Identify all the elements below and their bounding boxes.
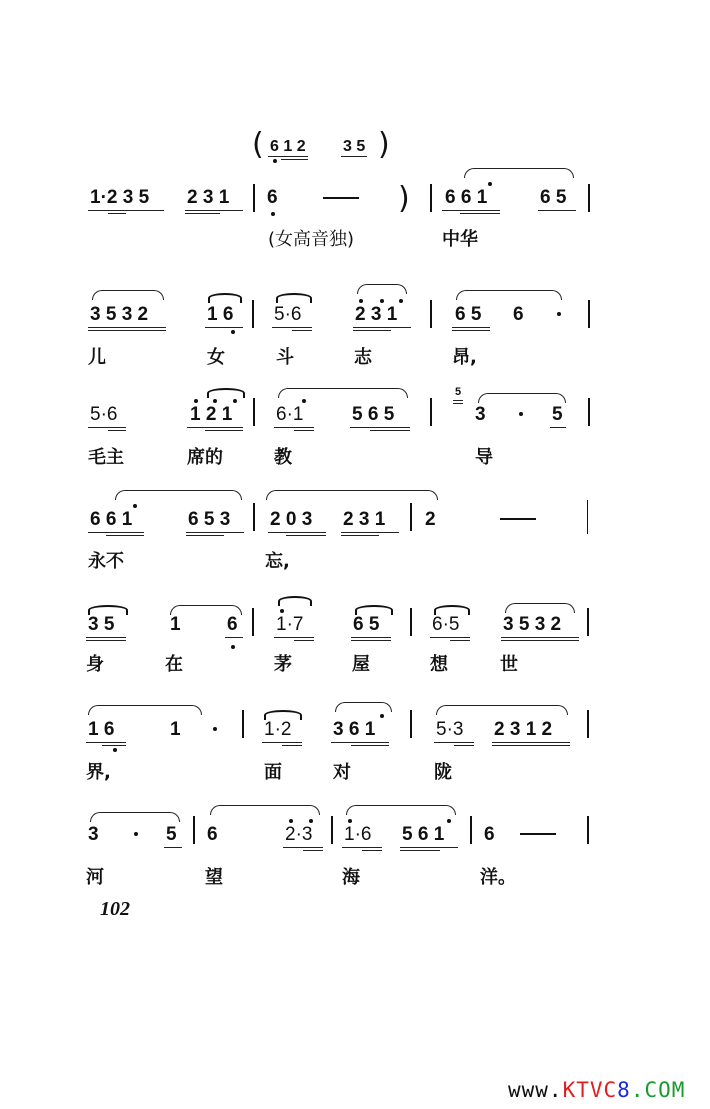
barline — [253, 184, 255, 212]
underline — [460, 213, 500, 214]
underline — [268, 532, 326, 533]
underline — [186, 535, 224, 536]
underline — [281, 159, 308, 160]
high-dot — [488, 182, 492, 186]
lyric: 世 — [500, 654, 518, 675]
lyric: 斗 — [276, 347, 294, 368]
sustain-dash — [520, 833, 556, 835]
high-dot — [380, 299, 384, 303]
lyric: 导 — [475, 447, 493, 468]
notes: 5 6 5 — [352, 404, 395, 425]
slur — [478, 393, 566, 403]
notes: 6 5 — [540, 187, 567, 208]
underline — [88, 210, 164, 211]
barline — [588, 300, 590, 328]
barline — [193, 816, 195, 844]
high-dot — [213, 399, 217, 403]
underline — [303, 850, 323, 851]
slur — [436, 705, 568, 715]
barline — [587, 816, 589, 844]
notes: 3 — [475, 404, 486, 425]
lyric: 儿 — [88, 347, 106, 368]
underline — [187, 427, 243, 428]
notes: 2 3 1 — [187, 187, 230, 208]
barline — [410, 608, 412, 636]
underline — [205, 430, 243, 431]
high-dot — [399, 299, 403, 303]
underline — [453, 400, 463, 401]
watermark-com: .COM — [630, 1078, 686, 1102]
notes: 6·1 — [276, 404, 304, 425]
lyric: 对 — [333, 762, 351, 783]
lyric: 界, — [86, 762, 111, 783]
notes: 6·5 — [432, 614, 460, 635]
underline — [452, 327, 490, 328]
barline — [410, 503, 412, 531]
notes: 2 3 1 2 — [494, 719, 553, 740]
lyric: 面 — [264, 762, 282, 783]
lyric: 女 — [207, 347, 225, 368]
notes: 3 5 3 2 — [90, 304, 149, 325]
slur — [464, 168, 574, 178]
sustain-dash — [323, 197, 359, 199]
lyric: 毛主 — [88, 447, 124, 468]
notes: 6 6 1 — [90, 509, 133, 530]
underline — [453, 403, 463, 404]
underline — [186, 532, 244, 533]
underline — [262, 742, 302, 743]
tie-arc — [276, 293, 312, 303]
notes: 6 5 3 — [188, 509, 231, 530]
high-dot — [194, 399, 198, 403]
slur — [210, 805, 320, 815]
notes: 5 6 1 — [402, 824, 445, 845]
underline — [452, 330, 490, 331]
high-dot — [359, 299, 363, 303]
underline — [342, 847, 382, 848]
sustain-dash — [500, 518, 536, 520]
notes: 5 — [166, 824, 177, 845]
lyric: 想 — [430, 654, 448, 675]
underline — [225, 637, 243, 638]
notes: 1 — [170, 719, 181, 740]
lyric: (女高音独) — [268, 229, 355, 250]
barline — [430, 184, 432, 212]
lyric: 洋。 — [480, 867, 516, 888]
underline — [108, 213, 126, 214]
high-dot — [233, 399, 237, 403]
lyric: 海 — [342, 867, 360, 888]
underline — [88, 532, 144, 533]
barline — [252, 300, 254, 328]
watermark-c: C — [603, 1078, 618, 1102]
intro-notes-b: 3 5 — [343, 138, 366, 155]
notes: 6 5 — [353, 614, 380, 635]
notes: 6 — [227, 614, 238, 635]
lyric: 永不 — [88, 551, 124, 572]
grace-note: 5 — [455, 386, 462, 398]
underline — [185, 210, 243, 211]
slur — [505, 603, 575, 613]
notes: 1 6 — [88, 719, 115, 740]
lyric: 在 — [165, 654, 183, 675]
barline — [253, 503, 255, 531]
slur — [266, 490, 438, 500]
notes: 1·2 3 5 — [90, 187, 150, 208]
lyric: 忘, — [265, 551, 290, 572]
underline — [274, 637, 314, 638]
lyric: 河 — [86, 867, 104, 888]
underline — [205, 327, 243, 328]
underline — [538, 210, 576, 211]
aug-dot — [519, 412, 523, 416]
notes: 6 6 1 — [445, 187, 488, 208]
barline — [430, 300, 432, 328]
underline — [454, 745, 474, 746]
underline — [353, 327, 411, 328]
slur — [88, 705, 202, 715]
notes: 3 6 1 — [333, 719, 376, 740]
lyric: 志 — [354, 347, 372, 368]
underline — [450, 640, 470, 641]
lyric: 陇 — [434, 762, 452, 783]
barline — [252, 608, 254, 636]
slur — [92, 290, 164, 300]
lyric: 身 — [86, 654, 104, 675]
underline — [350, 427, 410, 428]
tie-arc — [208, 293, 242, 303]
notes: 6 5 — [455, 304, 482, 325]
notes: 2 0 3 — [270, 509, 313, 530]
notes: 3 5 — [88, 614, 115, 635]
low-dot — [113, 748, 117, 752]
low-dot — [273, 159, 277, 163]
underline — [351, 637, 391, 638]
notes: 2·3 — [285, 824, 313, 845]
underline — [86, 742, 126, 743]
barline — [430, 398, 432, 426]
underline — [400, 847, 458, 848]
lyric: 席的 — [187, 447, 223, 468]
underline — [282, 745, 302, 746]
open-paren: ( — [252, 127, 264, 162]
notes: 5·6 — [274, 304, 302, 325]
underline — [501, 640, 579, 641]
underline — [286, 535, 326, 536]
notes: 3 — [88, 824, 99, 845]
high-dot — [447, 819, 451, 823]
high-dot — [348, 819, 352, 823]
slur — [346, 805, 456, 815]
watermark-www: www. — [508, 1078, 563, 1102]
notes: 5 — [552, 404, 563, 425]
slur — [90, 812, 180, 822]
notes: 1 — [170, 614, 181, 635]
underline — [88, 427, 126, 428]
barline — [331, 816, 333, 844]
underline — [88, 327, 166, 328]
underline — [86, 640, 126, 641]
lyric: 教 — [274, 447, 292, 468]
notes: 1 2 1 — [190, 404, 233, 425]
slur — [335, 702, 392, 712]
notes: 6 — [484, 824, 495, 845]
aug-dot — [213, 727, 217, 731]
barline — [588, 184, 590, 212]
underline — [550, 427, 566, 428]
underline — [294, 430, 314, 431]
underline — [294, 640, 314, 641]
barline — [587, 608, 589, 636]
barline — [470, 816, 472, 844]
underline — [351, 640, 391, 641]
underline — [341, 535, 379, 536]
notes: 2 3 1 — [355, 304, 398, 325]
lyric: 茅 — [274, 654, 292, 675]
notes: 1 6 — [207, 304, 234, 325]
slur — [278, 388, 408, 398]
underline — [292, 330, 312, 331]
notes: 5·6 — [90, 404, 118, 425]
slur — [357, 284, 407, 294]
high-dot — [133, 504, 137, 508]
notes: 2 3 1 — [343, 509, 386, 530]
intro-notes-a: 6 1 2 — [270, 138, 306, 155]
underline — [274, 427, 314, 428]
aug-dot — [557, 312, 561, 316]
watermark-ktv: KTV — [562, 1078, 604, 1102]
underline — [362, 850, 382, 851]
underline — [331, 742, 389, 743]
high-dot — [380, 714, 384, 718]
notes: 1·6 — [344, 824, 372, 845]
notes: 6 — [513, 304, 524, 325]
slur — [456, 290, 562, 300]
watermark-8: 8 — [617, 1078, 631, 1102]
page-number: 102 — [100, 898, 130, 920]
underline — [185, 213, 220, 214]
notes: 6 — [207, 824, 218, 845]
underline — [268, 156, 308, 157]
underline — [86, 637, 126, 638]
underline — [492, 742, 570, 743]
underline — [106, 535, 144, 536]
notes: 1·7 — [276, 614, 304, 635]
tie-arc — [207, 388, 245, 398]
underline — [492, 745, 570, 746]
underline — [341, 156, 367, 157]
aug-dot — [134, 832, 138, 836]
underline — [501, 637, 579, 638]
underline — [272, 327, 312, 328]
watermark — [508, 1078, 685, 1102]
tie-arc — [278, 596, 312, 606]
underline — [434, 742, 474, 743]
barline — [410, 710, 412, 738]
barline — [587, 500, 588, 534]
underline — [164, 847, 182, 848]
high-dot — [302, 399, 306, 403]
notes: 2 — [425, 509, 436, 530]
lyric: 屋 — [352, 654, 370, 675]
low-dot — [231, 645, 235, 649]
underline — [351, 745, 389, 746]
barline — [588, 398, 590, 426]
underline — [430, 637, 470, 638]
underline — [370, 430, 410, 431]
low-dot — [231, 330, 235, 334]
lyric: 昂, — [452, 347, 477, 368]
lyric: 中华 — [442, 229, 478, 250]
barline — [253, 398, 255, 426]
high-dot — [309, 819, 313, 823]
high-dot — [280, 609, 284, 613]
notes: 5·3 — [436, 719, 464, 740]
underline — [88, 330, 166, 331]
close-paren: ) — [398, 181, 410, 216]
underline — [283, 847, 323, 848]
notes: 3 5 3 2 — [503, 614, 562, 635]
underline — [102, 745, 126, 746]
notes: 1·2 — [264, 719, 292, 740]
notes: 6 — [267, 187, 278, 208]
slur — [115, 490, 242, 500]
high-dot — [289, 819, 293, 823]
close-paren: ) — [378, 127, 390, 162]
underline — [353, 330, 391, 331]
barline — [242, 710, 244, 738]
underline — [341, 532, 399, 533]
low-dot — [271, 212, 275, 216]
lyric: 望 — [205, 867, 223, 888]
barline — [587, 710, 589, 738]
underline — [442, 210, 500, 211]
underline — [400, 850, 440, 851]
underline — [108, 430, 126, 431]
